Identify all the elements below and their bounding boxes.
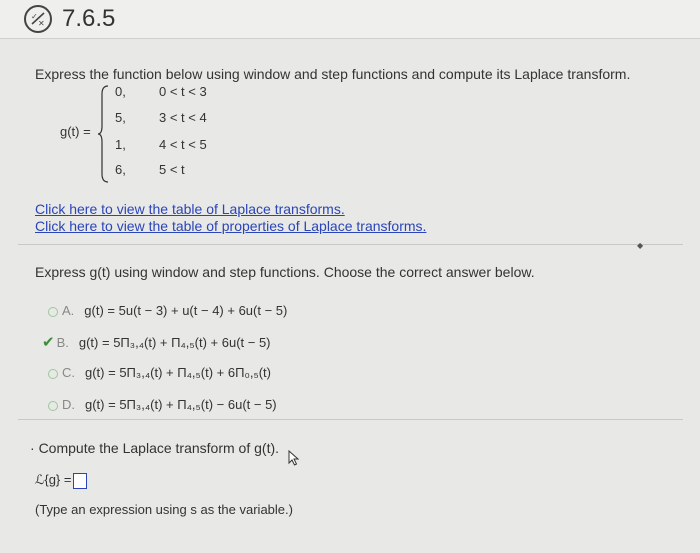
option-letter: B.: [56, 335, 69, 350]
laplace-answer-input[interactable]: [73, 473, 87, 489]
mouse-cursor-icon: [288, 450, 302, 466]
case-value: 1,: [115, 137, 126, 152]
header-bar: [0, 0, 700, 39]
laplace-table-link[interactable]: Click here to view the table of Laplace transforms.: [35, 201, 345, 217]
laplace-answer-row: [35, 472, 87, 489]
radio-button[interactable]: [48, 369, 58, 379]
case-value: 6,: [115, 162, 126, 177]
case-condition: 3 < t < 4: [159, 110, 207, 125]
answer-hint: (Type an expression using s as the variable.): [35, 502, 293, 517]
part2-prompt: [30, 440, 279, 456]
bullet: ·: [30, 440, 39, 456]
collapse-diamond-icon[interactable]: ◆: [637, 241, 644, 250]
partial-credit-icon: [24, 5, 52, 33]
divider: [18, 244, 683, 245]
option-c[interactable]: [48, 365, 271, 380]
radio-button[interactable]: [48, 307, 58, 317]
reference-links: [35, 201, 426, 235]
part2-prompt-text: Compute the Laplace transform of g(t).: [38, 440, 280, 456]
case-value: 5,: [115, 110, 126, 125]
g-label: g(t) =: [60, 124, 91, 139]
case-condition: 0 < t < 3: [159, 84, 207, 99]
problem-statement: Express the function below using window and step functions and compute its Laplace transform.: [35, 66, 631, 82]
option-text: g(t) = 5Π₃,₄(t) + Π₄,₅(t) + 6Π₀,₅(t): [85, 365, 271, 380]
piecewise-brace-icon: [98, 84, 110, 184]
case-row: [115, 137, 207, 152]
laplace-answer-label: ℒ{g} =: [35, 472, 72, 487]
case-row: [115, 110, 207, 125]
case-row: [115, 162, 185, 177]
option-text: g(t) = 5Π₃,₄(t) + Π₄,₅(t) + 6u(t − 5): [78, 335, 271, 350]
option-letter: D.: [62, 397, 75, 412]
option-text: g(t) = 5u(t − 3) + u(t − 4) + 6u(t − 5): [84, 303, 288, 318]
option-text: g(t) = 5Π₃,₄(t) + Π₄,₅(t) − 6u(t − 5): [85, 397, 277, 412]
option-b[interactable]: [42, 333, 271, 351]
svg-text:✕: ✕: [38, 19, 45, 28]
option-letter: C.: [62, 365, 75, 380]
divider: [18, 419, 683, 420]
case-condition: 4 < t < 5: [159, 137, 207, 152]
case-value: 0,: [115, 84, 126, 99]
correct-check-icon: ✔: [42, 334, 55, 351]
svg-text:✓: ✓: [31, 12, 38, 21]
option-d[interactable]: [48, 397, 277, 412]
option-a[interactable]: [48, 303, 287, 318]
part1-prompt: Express g(t) using window and step functions. Choose the correct answer below.: [35, 264, 535, 280]
radio-button[interactable]: [48, 401, 58, 411]
section-number: 7.6.5: [62, 5, 116, 32]
case-condition: 5 < t: [159, 162, 185, 177]
question-content: [0, 38, 700, 553]
case-row: [115, 84, 207, 99]
option-letter: A.: [62, 303, 75, 318]
laplace-properties-link[interactable]: Click here to view the table of properties of Laplace transforms.: [35, 218, 427, 234]
